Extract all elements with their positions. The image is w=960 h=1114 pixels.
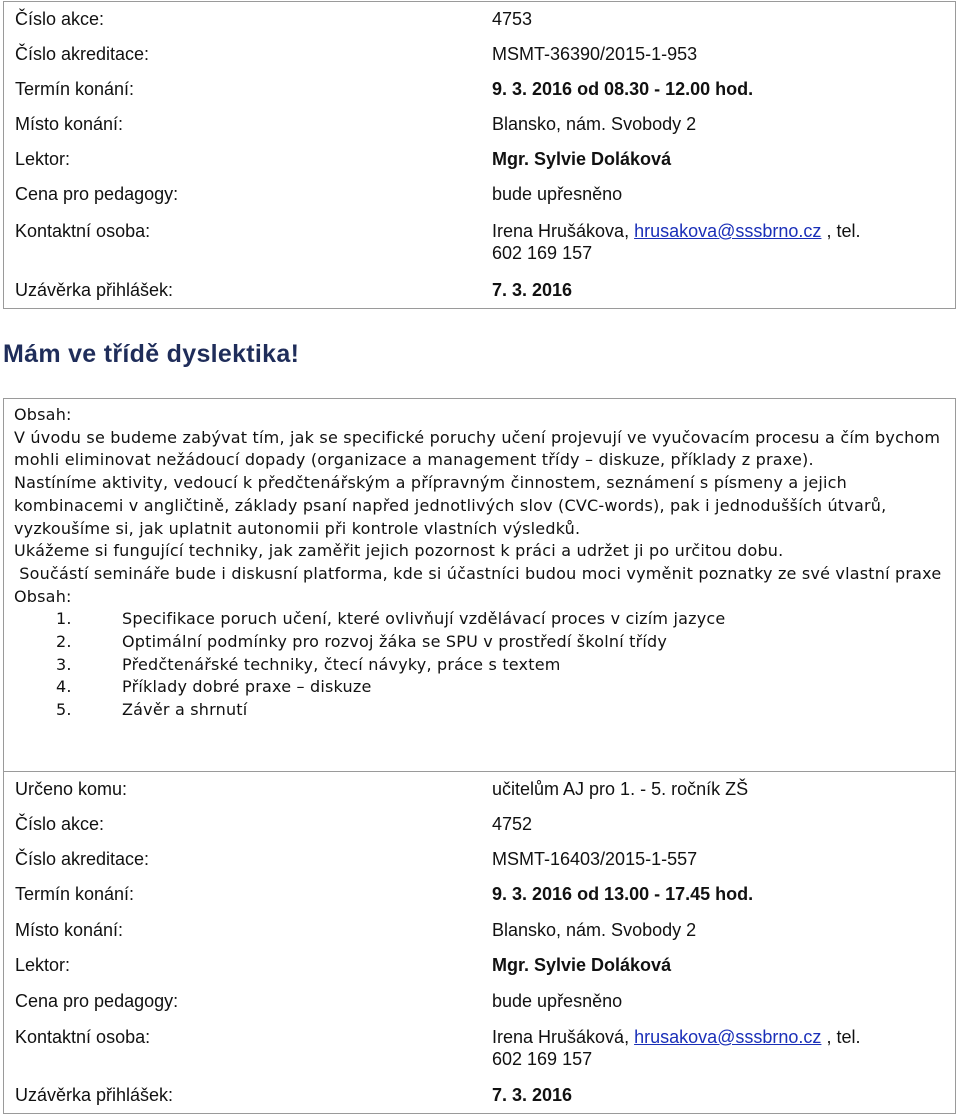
label: Místo konání: xyxy=(15,920,124,940)
value: MSMT-16403/2015-1-557 xyxy=(492,849,698,869)
value: 4752 xyxy=(492,814,533,834)
list-text: Závěr a shrnutí xyxy=(122,700,248,720)
label: Určeno komu: xyxy=(15,779,128,799)
list-text: Předčtenářské techniky, čtecí návyky, práce s textem xyxy=(122,654,561,674)
value: 7. 3. 2016 xyxy=(492,1085,573,1105)
label: Číslo akreditace: xyxy=(15,849,150,869)
label: Cena pro pedagogy: xyxy=(15,184,179,204)
value: učitelům AJ pro 1. - 5. ročník ZŠ xyxy=(492,779,749,799)
row-accreditation xyxy=(4,842,955,877)
contact-email-link[interactable]: hrusakova@sssbrno.cz xyxy=(634,1027,822,1047)
label: Termín konání: xyxy=(15,79,135,99)
row-action-number xyxy=(4,807,955,842)
row-contact xyxy=(4,1020,955,1072)
label: Číslo akce: xyxy=(15,814,105,834)
row-accreditation xyxy=(4,37,955,72)
label: Lektor: xyxy=(15,149,71,169)
list-number: 3. xyxy=(56,654,72,674)
list-text: Specifikace poruch učení, které ovlivňují vzdělávací proces v cizím jazyce xyxy=(122,609,726,629)
course-info-table-2 xyxy=(3,771,956,1114)
list-text: Optimální podmínky pro rozvoj žáka se SPU v prostředí školní třídy xyxy=(122,632,668,652)
row-price xyxy=(4,984,955,1019)
course-info-table-1 xyxy=(3,1,956,309)
list-text: Příklady dobré praxe – diskuze xyxy=(122,677,372,697)
row-action-number xyxy=(4,2,955,37)
list-item xyxy=(14,676,945,699)
row-deadline xyxy=(4,273,955,308)
label: Uzávěrka přihlášek: xyxy=(15,280,174,300)
tel-prefix: , tel. xyxy=(821,221,861,241)
value: Mgr. Sylvie Doláková xyxy=(492,955,672,975)
list-item xyxy=(14,631,945,654)
row-venue xyxy=(4,913,955,948)
label: Číslo akce: xyxy=(15,9,105,29)
list-item xyxy=(14,699,945,722)
list-number: 5. xyxy=(56,700,72,720)
list-number: 2. xyxy=(56,632,72,652)
label: Kontaktní osoba: xyxy=(15,1027,151,1047)
value: 9. 3. 2016 od 13.00 - 17.45 hod. xyxy=(492,884,754,904)
value: bude upřesněno xyxy=(492,184,623,204)
value: 9. 3. 2016 od 08.30 - 12.00 hod. xyxy=(492,79,754,99)
value: 7. 3. 2016 xyxy=(492,280,573,300)
contact-email-link[interactable]: hrusakova@sssbrno.cz xyxy=(634,221,822,241)
row-lecturer xyxy=(4,948,955,983)
contact-name: Irena Hrušákova, xyxy=(492,221,635,241)
content-heading: Obsah: xyxy=(14,405,72,424)
row-contact xyxy=(4,214,955,266)
label: Cena pro pedagogy: xyxy=(15,991,179,1011)
contact-phone: 602 169 157 xyxy=(492,243,593,263)
list-number: 1. xyxy=(56,609,72,629)
value: bude upřesněno xyxy=(492,991,623,1011)
content-paragraph: V úvodu se budeme zabývat tím, jak se specifické poruchy učení projevují ve vyučovacím procesu a čím bychom mohli eliminovat nežádoucí dopady (organizace a management třídy – diskuze, příklady z praxe). xyxy=(14,427,941,470)
label: Kontaktní osoba: xyxy=(15,221,151,241)
value: MSMT-36390/2015-1-953 xyxy=(492,44,698,64)
contact-phone: 602 169 157 xyxy=(492,1049,593,1069)
list-number: 4. xyxy=(56,677,72,697)
contact-name: Irena Hrušáková, xyxy=(492,1027,635,1047)
content-paragraph: Nastíníme aktivity, vedoucí k předčtenářským a přípravným činnostem, seznámení s písmeny a jejich kombinacemi v angličtině, základy psaní napřed jednotlivých slov (CVC-words), pak i jednodušších útvarů, vyzkoušíme si, jak uplatnit autonomii při kontrole vlastních výsledků. xyxy=(14,473,887,538)
value: Blansko, nám. Svobody 2 xyxy=(492,920,697,940)
label: Lektor: xyxy=(15,955,71,975)
content-heading: Obsah: xyxy=(14,586,72,606)
course-title: Mám ve třídě dyslektika! xyxy=(3,340,300,368)
row-lecturer xyxy=(4,142,955,177)
content-paragraph: Ukážeme si fungující techniky, jak zaměřit jejich pozornost k práci a udržet ji po určitou dobu. xyxy=(14,541,784,561)
label: Termín konání: xyxy=(15,884,135,904)
topic-list xyxy=(14,608,945,722)
label: Uzávěrka přihlášek: xyxy=(15,1085,174,1105)
row-venue xyxy=(4,107,955,142)
list-item xyxy=(14,608,945,631)
value xyxy=(492,1026,952,1070)
row-date xyxy=(4,877,955,912)
content-paragraph: Součástí semináře bude i diskusní platforma, kde si účastníci budou moci vyměnit poznatky ze své vlastní praxe xyxy=(14,563,942,583)
value xyxy=(492,220,952,264)
value: Mgr. Sylvie Doláková xyxy=(492,149,672,169)
course-content xyxy=(3,398,956,771)
tel-prefix: , tel. xyxy=(821,1027,861,1047)
value: 4753 xyxy=(492,9,533,29)
label: Číslo akreditace: xyxy=(15,44,150,64)
label: Místo konání: xyxy=(15,114,124,134)
row-date xyxy=(4,72,955,107)
value: Blansko, nám. Svobody 2 xyxy=(492,114,697,134)
row-price xyxy=(4,177,955,212)
list-item xyxy=(14,654,945,677)
row-target xyxy=(4,772,955,807)
row-deadline xyxy=(4,1078,955,1113)
